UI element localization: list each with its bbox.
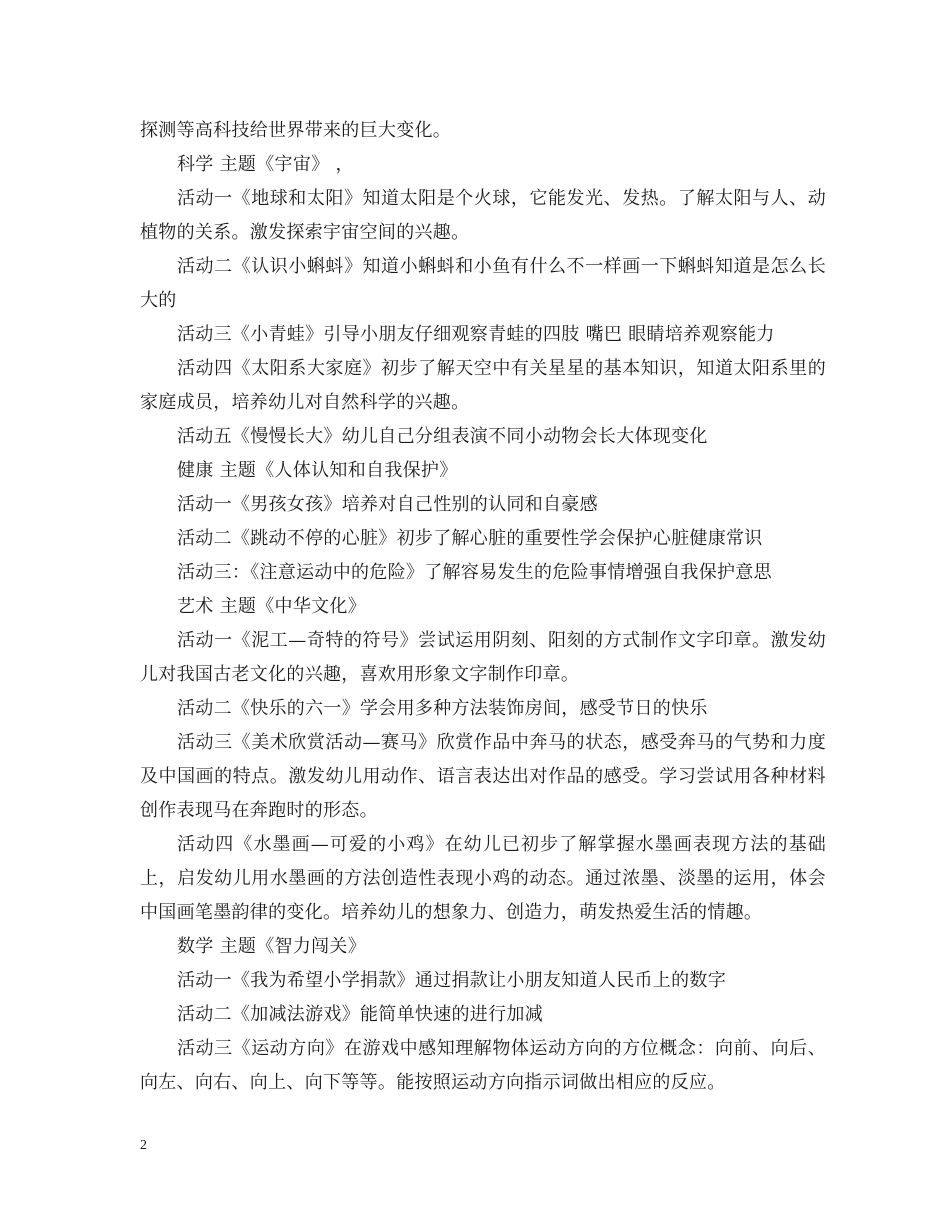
paragraph: 活动一《我为希望小学捐款》通过捐款让小朋友知道人民币上的数字 xyxy=(177,970,726,991)
paragraph: 活动一《男孩女孩》培养对自己性别的认同和自豪感 xyxy=(177,494,598,515)
paragraph: 活动一《泥工—奇特的符号》尝试运用阴刻、阳刻的方式制作文字印章。激发幼儿对我国古老文化的兴趣，喜欢用形象文字制作印章。 xyxy=(140,630,826,685)
paragraph: 活动三《小青蛙》引导小朋友仔细观察青蛙的四肢 嘴巴 眼睛培养观察能力 xyxy=(177,324,775,345)
page-number: 2 xyxy=(140,1138,147,1153)
paragraph: 活动二《加减法游戏》能简单快速的进行加减 xyxy=(177,1004,543,1025)
paragraph-continuation: 探测等高科技给世界带来的巨大变化。 xyxy=(140,120,452,141)
paragraph: 活动二《快乐的六一》学会用多种方法装饰房间，感受节日的快乐 xyxy=(177,698,708,719)
section-heading-art: 艺术 主题《中华文化》 xyxy=(177,596,367,617)
section-heading-math: 数学 主题《智力闯关》 xyxy=(177,936,367,957)
section-heading-health: 健康 主题《人体认知和自我保护》 xyxy=(177,460,458,481)
paragraph: 活动一《地球和太阳》知道太阳是个火球，它能发光、发热。了解太阳与人、动植物的关系。激发探索宇宙空间的兴趣。 xyxy=(140,188,826,243)
paragraph: 活动四《水墨画—可爱的小鸡》在幼儿已初步了解掌握水墨画表现方法的基础上，启发幼儿用水墨画的方法创造性表现小鸡的动态。通过浓墨、淡墨的运用，体会中国画笔墨韵律的变化。培养幼儿的想象力、创造力，萌发热爱生活的情趣。 xyxy=(140,834,826,923)
paragraph: 活动三《运动方向》在游戏中感知理解物体运动方向的方位概念：向前、向后、向左、向右、向上、向下等等。能按照运动方向指示词做出相应的反应。 xyxy=(140,1038,826,1093)
paragraph: 活动五《慢慢长大》幼儿自己分组表演不同小动物会长大体现变化 xyxy=(177,426,708,447)
section-heading-science: 科学 主题《宇宙》 ， xyxy=(177,154,354,175)
paragraph: 活动三：《注意运动中的危险》了解容易发生的危险事情增强自我保护意思 xyxy=(177,562,772,583)
document-body xyxy=(140,114,826,1100)
paragraph: 活动三《美术欣赏活动—赛马》欣赏作品中奔马的状态，感受奔马的气势和力度及中国画的特点。激发幼儿用动作、语言表达出对作品的感受。学习尝试用各种材料创作表现马在奔跑时的形态。 xyxy=(140,732,826,821)
paragraph: 活动二《认识小蝌蚪》知道小蝌蚪和小鱼有什么不一样画一下蝌蚪知道是怎么长大的 xyxy=(140,256,826,311)
paragraph: 活动四《太阳系大家庭》初步了解天空中有关星星的基本知识，知道太阳系里的家庭成员，培养幼儿对自然科学的兴趣。 xyxy=(140,358,826,413)
paragraph: 活动二《跳动不停的心脏》初步了解心脏的重要性学会保护心脏健康常识 xyxy=(177,528,763,549)
